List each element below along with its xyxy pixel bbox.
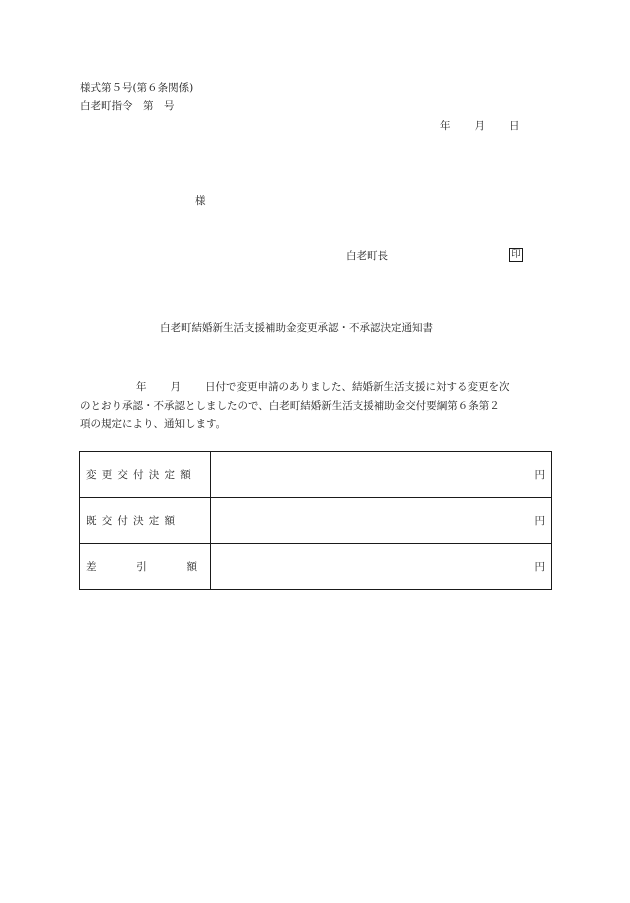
amount-table	[79, 451, 552, 590]
seal-mark: 印	[509, 248, 523, 262]
body-year: 年	[136, 381, 147, 393]
row-label-existing-amount: 既交付決定額	[80, 498, 211, 544]
body-line-2: のとおり承認・不承認としましたので、白老町結婚新生活支援補助金交付要綱第６条第２	[80, 399, 500, 412]
row-value-existing-amount[interactable]	[211, 498, 552, 544]
date-year: 年	[440, 120, 451, 132]
label-char: 額	[186, 561, 197, 573]
body-line-1-rest: 日付で変更申請のありました、結婚新生活支援に対する変更を次	[205, 381, 510, 393]
form-number: 様式第５号(第６条関係)	[80, 82, 194, 94]
body-text	[80, 378, 552, 434]
date-month: 月	[474, 120, 485, 132]
sender-title: 白老町長	[346, 250, 388, 262]
yen-unit: 円	[534, 469, 545, 481]
row-value-difference[interactable]	[211, 544, 552, 590]
document-number: 白老町指令 第 号	[80, 100, 175, 112]
body-line-1	[80, 378, 552, 397]
row-label-difference	[80, 544, 211, 590]
date-line	[440, 121, 520, 132]
document-title: 白老町結婚新生活支援補助金変更承認・不承認決定通知書	[160, 322, 433, 334]
body-line-3: 項の規定により、通知します。	[80, 418, 227, 430]
row-value-changed-amount[interactable]	[211, 452, 552, 498]
date-day: 日	[509, 120, 520, 132]
row-label-changed-amount: 変更交付決定額	[80, 452, 211, 498]
body-month: 月	[170, 381, 181, 393]
table-row	[80, 498, 552, 544]
yen-unit: 円	[534, 561, 545, 573]
yen-unit: 円	[534, 515, 545, 527]
label-char: 引	[136, 561, 147, 573]
table-row	[80, 452, 552, 498]
addressee-honorific: 様	[195, 195, 206, 207]
label-char: 差	[86, 561, 97, 573]
table-row	[80, 544, 552, 590]
